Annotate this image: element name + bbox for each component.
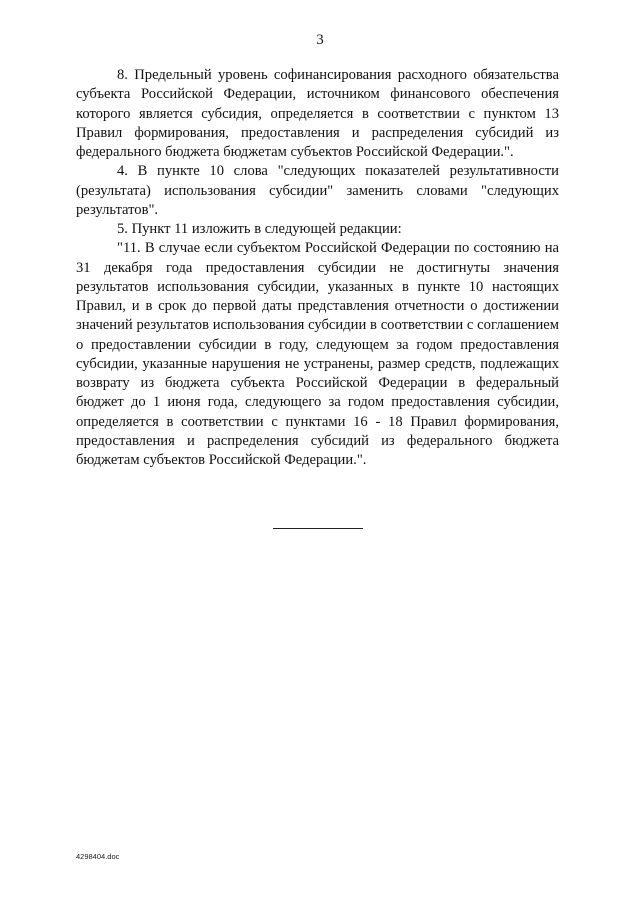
document-body bbox=[76, 66, 559, 470]
paragraph-amendment-4: 4. В пункте 10 слова "следующих показателей результативности (результата) использования субсидии" заменить словами "следующих результатов". bbox=[76, 163, 559, 218]
paragraph-amendment-5: 5. Пункт 11 изложить в следующей редакции: bbox=[117, 221, 402, 237]
page-number: 3 bbox=[316, 32, 324, 48]
paragraph-item-8: 8. Предельный уровень софинансирования расходного обязательства субъекта Российской Федерации, источником финансового обеспечения которого является субсидия, определяется в соответствии с пунктом 13 Правил формирования, предоставления и распределения субсидий из федерального бюджета бюджетам субъектов Российской Федерации.". bbox=[76, 67, 559, 160]
separator-line bbox=[273, 528, 363, 529]
footer-document-id: 4298404.doc bbox=[76, 852, 120, 861]
paragraph-item-11-quote: "11. В случае если субъектом Российской Федерации по состоянию на 31 декабря года предоставления субсидии не достигнуты значения результатов использования субсидии, указанных в пункте 10 настоящих Правил, и в срок до первой даты представления отчетности о достижении значений результатов использования субсидии в соответствии с соглашением о предоставлении субсидии в году, следующем за годом предоставления субсидии, указанные нарушения не устранены, размер средств, подлежащих возврату из бюджета субъекта Российской Федерации в федеральный бюджет до 1 июня года, следующего за годом предоставления субсидии, определяется в соответствии с пунктами 16 - 18 Правил формирования, предоставления и распределения субсидий из федерального бюджета бюджетам субъектов Российской Федерации.". bbox=[76, 240, 559, 468]
